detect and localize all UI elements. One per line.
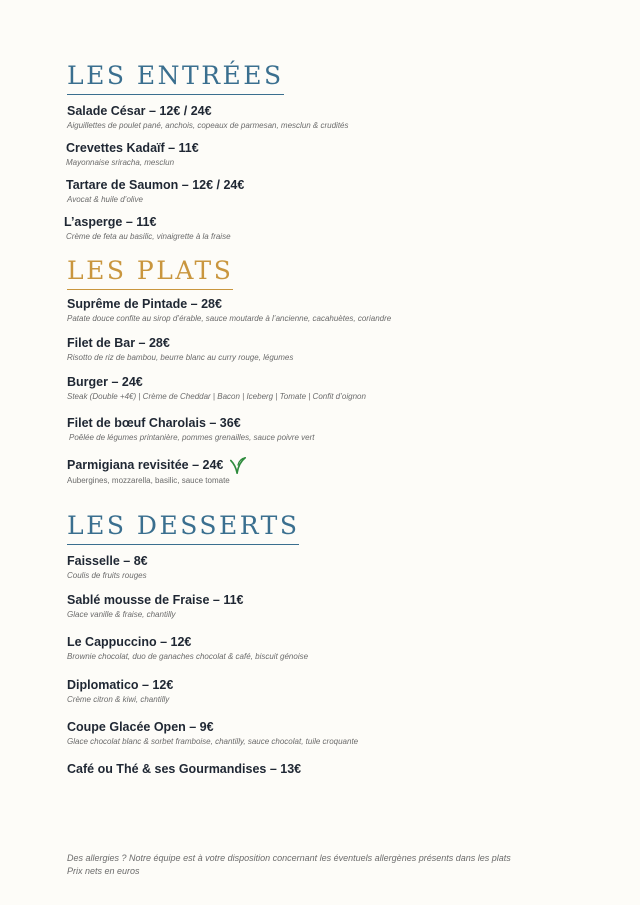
- menu-item-description: Mayonnaise sriracha, mesclun: [66, 158, 175, 167]
- menu-item: [67, 415, 314, 444]
- menu-item-description: Aubergines, mozzarella, basilic, sauce tomate: [67, 476, 230, 485]
- menu-item: [67, 761, 301, 777]
- menu-item-description: Coulis de fruits rouges: [67, 571, 147, 580]
- menu-item: [67, 456, 247, 487]
- menu-item-name: Filet de bœuf Charolais – 36€: [67, 416, 241, 430]
- menu-item: [67, 592, 244, 621]
- menu-item-description: Glace vanille & fraise, chantilly: [67, 610, 176, 619]
- menu-item: [67, 374, 366, 403]
- menu-item-name: Suprême de Pintade – 28€: [67, 297, 222, 311]
- menu-item-description: Poêlée de légumes printanière, pommes grenailles, sauce poivre vert: [69, 433, 315, 442]
- menu-item-description: Aiguillettes de poulet pané, anchois, copeaux de parmesan, mesclun & crudités: [67, 121, 349, 130]
- menu-item-description: Crème de feta au basilic, vinaigrette à la fraise: [66, 232, 231, 241]
- menu-item-name: Crevettes Kadaïf – 11€: [66, 141, 199, 155]
- menu-item-description: Glace chocolat blanc & sorbet framboise, chantilly, sauce chocolat, tuile croquante: [67, 737, 359, 746]
- menu-item-description: Patate douce confite au sirop d’érable, sauce moutarde à l’ancienne, cacahuètes, coriandre: [67, 314, 392, 323]
- menu-item: [67, 677, 173, 706]
- allergy-notice: Des allergies ? Notre équipe est à votre disposition concernant les éventuels allergènes présents dans les plats: [67, 853, 511, 863]
- menu-item-name: Burger – 24€: [67, 375, 143, 389]
- menu-item-name: Faisselle – 8€: [67, 554, 148, 568]
- menu-item-description: Brownie chocolat, duo de ganaches chocolat & café, biscuit génoise: [67, 652, 309, 661]
- menu-item-name: Sablé mousse de Fraise – 11€: [67, 593, 244, 607]
- menu-item-name: Coupe Glacée Open – 9€: [67, 720, 214, 734]
- section-title-desserts: LES DESSERTS: [67, 511, 299, 545]
- menu-item: [64, 214, 231, 243]
- menu-item-name: Le Cappuccino – 12€: [67, 635, 192, 649]
- menu-item: [67, 103, 349, 132]
- menu-item-description: Crème citron & kiwi, chantilly: [67, 695, 170, 704]
- menu-item-name: Salade César – 12€ / 24€: [67, 104, 212, 118]
- footer-notice: [67, 852, 511, 878]
- menu-item-name: Café ou Thé & ses Gourmandises – 13€: [67, 762, 302, 776]
- menu-item-name: L’asperge – 11€: [64, 215, 157, 229]
- menu-item: [67, 335, 293, 364]
- menu-item-name: Diplomatico – 12€: [67, 678, 174, 692]
- menu-item-description: Avocat & huile d’olive: [67, 195, 143, 204]
- menu-item: [66, 140, 199, 169]
- menu-item: [67, 634, 308, 663]
- menu-item: [66, 177, 244, 206]
- price-notice: Prix nets en euros: [67, 866, 140, 876]
- menu-item-description: Risotto de riz de bambou, beurre blanc au curry rouge, légumes: [67, 353, 294, 362]
- section-title-plats: LES PLATS: [67, 256, 233, 290]
- section-title-entrees: LES ENTRÉES: [67, 61, 284, 95]
- menu-item: [67, 553, 148, 582]
- menu-item: [67, 296, 391, 325]
- menu-item: [67, 719, 358, 748]
- menu-item-name: Parmigiana revisitée – 24€: [67, 458, 224, 472]
- menu-item-name: Filet de Bar – 28€: [67, 336, 170, 350]
- menu-item-name: Tartare de Saumon – 12€ / 24€: [66, 178, 245, 192]
- vegetarian-leaf-icon: [229, 456, 247, 474]
- menu-item-description: Steak (Double +4€) | Crème de Cheddar | Bacon | Iceberg | Tomate | Confit d’oignon: [67, 392, 366, 401]
